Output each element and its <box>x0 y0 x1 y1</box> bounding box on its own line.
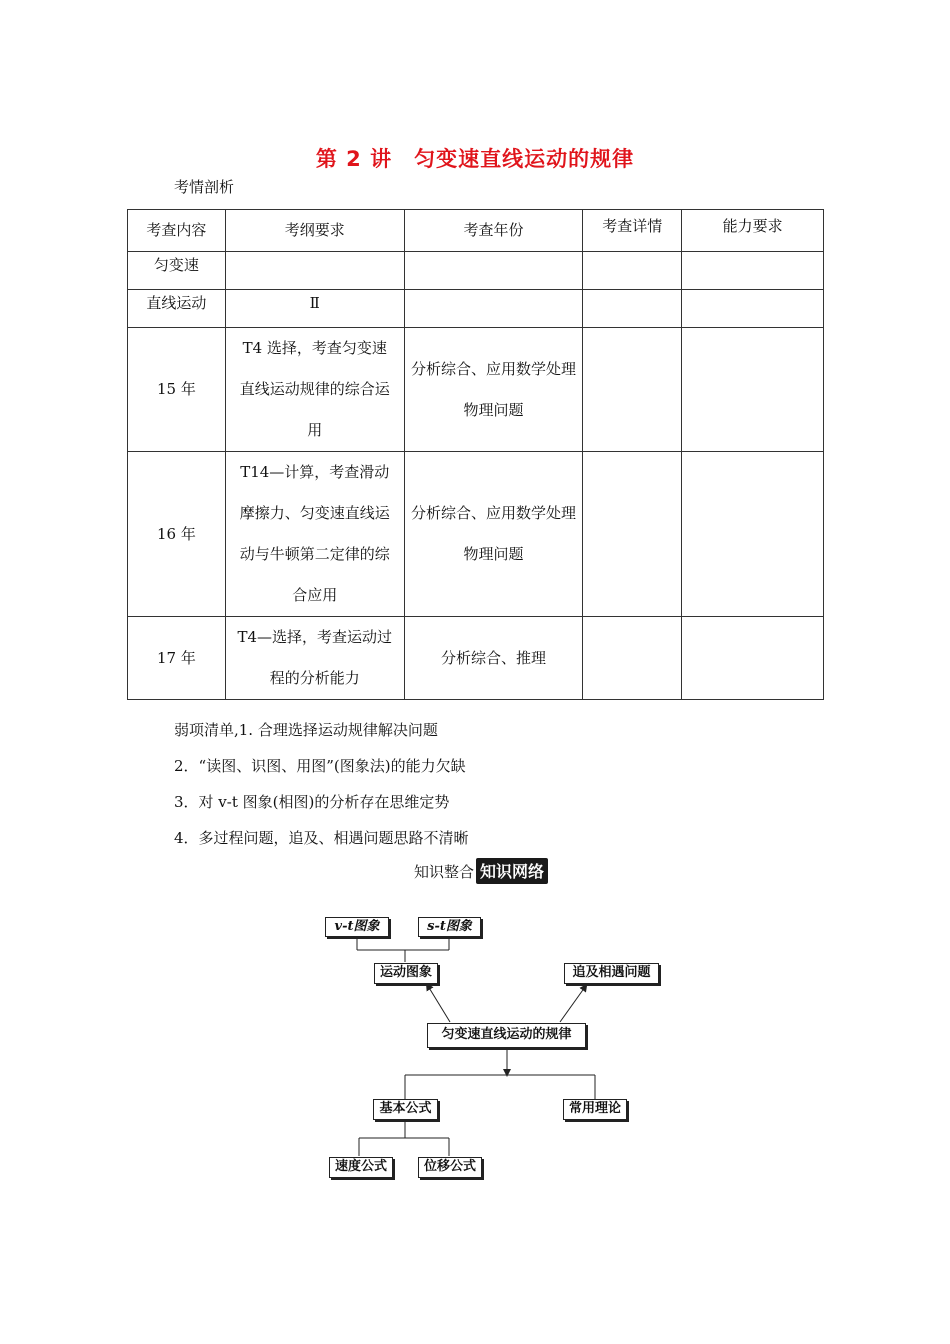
central-law-node: 匀变速直线运动的规律 <box>427 1023 586 1048</box>
page-title: 第 2 讲 匀变速直线运动的规律 <box>315 147 635 171</box>
year-cell: 15 年 <box>128 328 226 452</box>
year-cell: 16 年 <box>128 452 226 617</box>
detail-cell: T14—计算，考查滑动摩擦力、匀变速直线运动与牛顿第二定律的综合应用 <box>225 452 404 617</box>
knowledge-network-badge: 知识网络 <box>476 858 548 884</box>
header-cell: 能力要求 <box>682 210 824 252</box>
header-cell: 考查内容 <box>128 210 226 252</box>
list-item: 4．多过程问题，追及、相遇问题思路不清晰 <box>174 829 469 847</box>
header-cell: 考查年份 <box>404 210 583 252</box>
content-cell: 直线运动 <box>128 290 226 328</box>
st-graph-node: s-t图象 <box>418 917 481 937</box>
motion-graph-node: 运动图象 <box>374 963 438 984</box>
header-cell: 考纲要求 <box>225 210 404 252</box>
requirement-cell: Ⅱ <box>225 290 404 328</box>
detail-cell: T4—选择，考查运动过程的分析能力 <box>225 617 404 700</box>
velocity-formula-node: 速度公式 <box>329 1157 393 1178</box>
list-item: 3．对 v-t 图象(相图)的分析存在思维定势 <box>174 793 450 811</box>
year-cell: 17 年 <box>128 617 226 700</box>
chase-meet-node: 追及相遇问题 <box>564 963 659 984</box>
list-item: 弱项清单,1. 合理选择运动规律解决问题 <box>174 721 438 739</box>
list-item: 2．“读图、识图、用图”(图象法)的能力欠缺 <box>174 757 466 775</box>
basic-formula-node: 基本公式 <box>373 1099 438 1120</box>
displacement-formula-node: 位移公式 <box>418 1157 482 1178</box>
ability-cell: 分析综合、应用数学处理物理问题 <box>404 328 583 452</box>
vt-graph-node: v-t图象 <box>325 917 389 937</box>
section-label: 考情剖析 <box>174 178 235 196</box>
ability-cell: 分析综合、应用数学处理物理问题 <box>404 452 583 617</box>
detail-cell: T4 选择，考查匀变速直线运动规律的综合运用 <box>225 328 404 452</box>
header-cell: 考查详情 <box>583 210 682 252</box>
common-theory-node: 常用理论 <box>563 1099 627 1120</box>
content-cell: 匀变速 <box>128 252 226 290</box>
knowledge-label: 知识整合 <box>414 863 475 881</box>
ability-cell: 分析综合、推理 <box>404 617 583 700</box>
